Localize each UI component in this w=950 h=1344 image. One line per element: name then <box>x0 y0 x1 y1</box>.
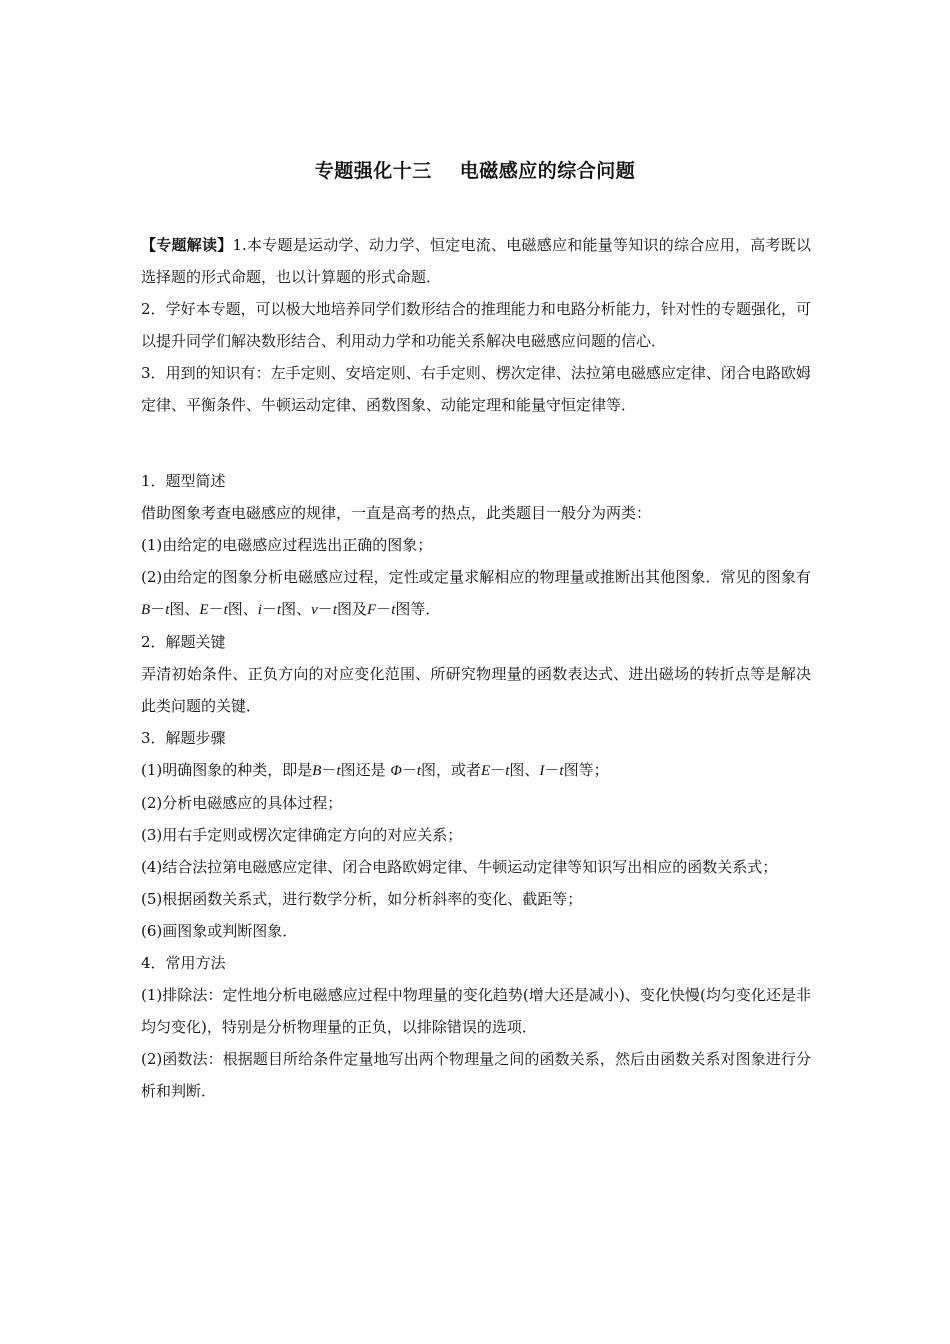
step-6: (6)画图象或判断图象． <box>141 922 298 940</box>
step-2: (2)分析电磁感应的具体过程； <box>141 794 343 812</box>
var-t: t <box>223 602 228 618</box>
var-t: t <box>276 602 282 618</box>
intro-label: 【专题解读】 <box>141 236 233 254</box>
dash: － <box>208 600 224 618</box>
step-3: (3)用右手定则或楞次定律确定方向的对应关系； <box>141 826 463 844</box>
intro-paragraph-2: 2．学好本专题，可以极大地培养同学们数形结合的推理能力和电路分析能力，针对性的专题强化，可以提升同学们解决数形结合、利用动力学和功能关系解决电磁感应问题的信心． <box>141 300 811 350</box>
step-1-text: 图等； <box>563 761 609 779</box>
graph-suffix: 图等． <box>395 600 441 618</box>
section-spacer <box>141 421 811 465</box>
dash: － <box>490 761 506 779</box>
graph-suffix: 图及 <box>336 600 367 618</box>
step-4: (4)结合法拉第电磁感应定律、闭合电路欧姆定律、牛顿运动定律等知识写出相应的函数关系式； <box>141 858 778 876</box>
var-t: t <box>332 602 337 618</box>
graph-suffix: 图、 <box>281 600 312 618</box>
title-part-1: 专题强化十三 <box>314 160 432 182</box>
step-1-text: 图还是 <box>340 761 391 779</box>
section-1-line-2: (1)由给定的电磁感应过程选出正确的图象； <box>141 536 433 554</box>
step-1 <box>141 754 811 787</box>
var-t: t <box>165 602 170 618</box>
intro-text-1: 1.本专题是运动学、动力学、恒定电流、电磁感应和能量等知识的综合应用，高考既以选择题的形式命题，也以计算题的形式命题． <box>141 236 811 286</box>
var-t: t <box>505 763 510 779</box>
step-1-text: (1)明确图象的种类，即是 <box>141 761 313 779</box>
method-2: (2)函数法：根据题目所给条件定量地写出两个物理量之间的函数关系，然后由函数关系对图象进行分析和判断． <box>141 1050 811 1100</box>
graph-suffix: 图、 <box>169 600 200 618</box>
document-body <box>141 229 811 1107</box>
graph-suffix: 图、 <box>227 600 258 618</box>
section-1-heading: 1．题型简述 <box>141 472 226 490</box>
section-2-line-1: 弄清初始条件、正负方向的对应变化范围、所研究物理量的函数表达式、进出磁场的转折点等是解决此类问题的关键． <box>141 665 811 715</box>
var-b: B <box>141 602 151 618</box>
dash: － <box>321 761 337 779</box>
section-3-heading: 3．解题步骤 <box>141 729 226 747</box>
var-phi: Φ <box>390 763 402 779</box>
intro-paragraph-1 <box>141 229 811 293</box>
dash: － <box>544 761 560 779</box>
step-5: (5)根据函数关系式，进行数学分析，如分析斜率的变化、截距等； <box>141 890 583 908</box>
var-f: F <box>367 602 377 618</box>
var-i: I <box>539 763 545 779</box>
dash: － <box>376 600 392 618</box>
dash: － <box>261 600 277 618</box>
intro-paragraph-3: 3．用到的知识有：左手定则、安培定则、右手定则、楞次定律、法拉第电磁感应定律、闭合电路欧姆定律、平衡条件、牛顿运动定律、函数图象、动能定理和能量守恒定律等． <box>141 364 811 414</box>
var-e: E <box>199 602 209 618</box>
section-1-line-3 <box>141 561 811 626</box>
method-1: (1)排除法：定性地分析电磁感应过程中物理量的变化趋势(增大还是减小)、变化快慢(均匀变化还是非均匀变化)，特别是分析物理量的正负，以排除错误的选项． <box>141 986 811 1036</box>
var-t: t <box>559 763 564 779</box>
var-e: E <box>481 763 491 779</box>
dash: － <box>317 600 333 618</box>
title-part-2: 电磁感应的综合问题 <box>459 160 636 182</box>
section-1-line-1: 借助图象考查电磁感应的规律，一直是高考的热点，此类题目一般分为两类： <box>141 504 652 522</box>
step-1-text: 图、 <box>509 761 540 779</box>
section-2-heading: 2．解题关键 <box>141 633 226 651</box>
var-t: t <box>416 763 421 779</box>
var-v: v <box>311 602 318 618</box>
var-i: i <box>257 602 262 618</box>
dash: － <box>401 761 417 779</box>
var-b: B <box>312 763 322 779</box>
var-t: t <box>336 763 341 779</box>
section-4-heading: 4．常用方法 <box>141 954 226 972</box>
step-1-text: 图，或者 <box>421 761 482 779</box>
document-title <box>0 157 950 185</box>
dash: － <box>150 600 166 618</box>
var-t: t <box>391 602 396 618</box>
s1-line3-text: (2)由给定的图象分析电磁感应过程，定性或定量求解相应的物理量或推断出其他图象．常见的图象有 <box>141 568 811 586</box>
